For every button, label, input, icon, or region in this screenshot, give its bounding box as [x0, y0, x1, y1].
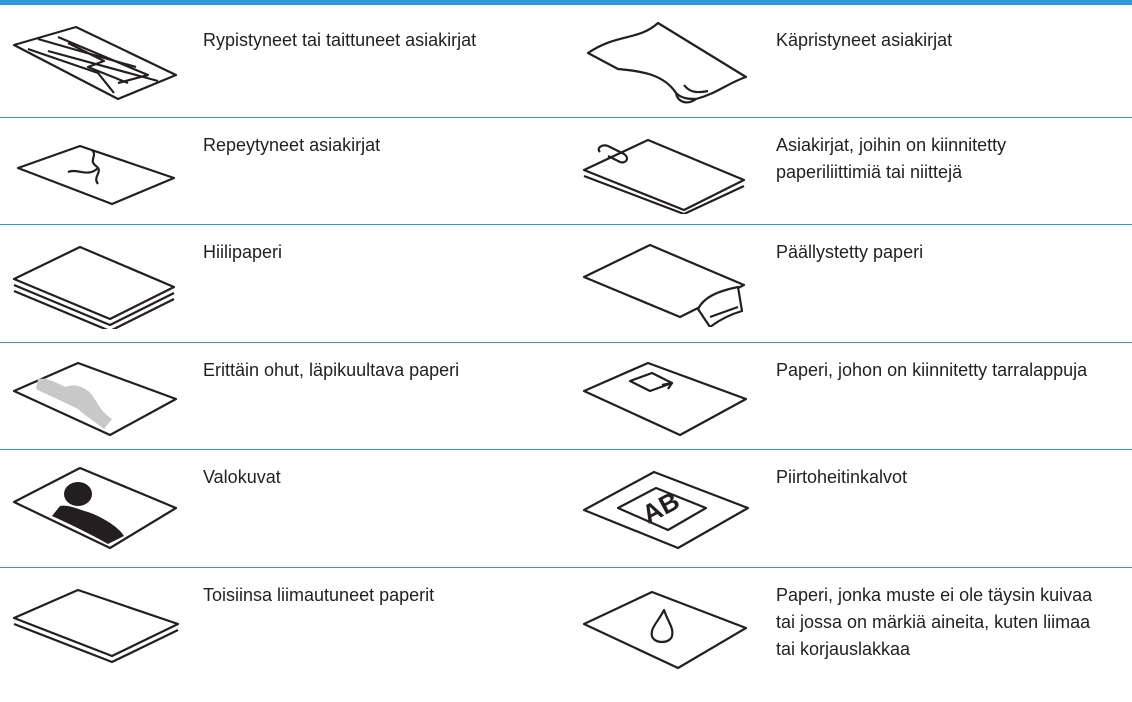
crumpled-paper-icon	[8, 23, 188, 103]
stuck-paper-icon	[8, 584, 188, 664]
row-label: Valokuvat	[203, 467, 281, 487]
transparency-icon-text: AB	[636, 485, 685, 530]
row-label: Toisiinsa liimautuneet paperit	[203, 585, 435, 605]
row-label: Rypistyneet tai taittuneet asiakirjat	[203, 30, 477, 50]
carbon-paper-icon	[8, 239, 188, 329]
torn-paper-icon	[8, 138, 188, 208]
photo-icon	[8, 464, 188, 554]
table-row	[0, 5, 1132, 118]
translucent-paper-icon	[8, 359, 188, 439]
row-label: Asiakirjat, joihin on kiinnitetty paperiliittimiä tai niittejä	[776, 135, 1007, 182]
row-label: Erittäin ohut, läpikuultava paperi	[203, 360, 460, 380]
row-label: Paperi, jonka muste ei ole täysin kuivaa tai jossa on märkiä aineita, kuten liimaa tai korjauslakkaa	[776, 585, 1093, 659]
row-label: Päällystetty paperi	[776, 242, 924, 262]
table-row	[0, 118, 1132, 225]
row-label: Paperi, johon on kiinnitetty tarralappuja	[776, 360, 1088, 380]
row-label: Käpristyneet asiakirjat	[776, 30, 953, 50]
unsuitable-documents-table	[0, 5, 1132, 702]
row-label: Hiilipaperi	[203, 242, 283, 262]
table-row	[0, 568, 1132, 702]
paper-clip-icon	[578, 134, 758, 214]
table-row	[0, 225, 1132, 343]
table-row	[0, 450, 1132, 568]
sticky-note-icon	[578, 359, 758, 439]
row-label: Repeytyneet asiakirjat	[203, 135, 381, 155]
transparency-icon	[578, 464, 758, 554]
row-label: Piirtoheitinkalvot	[776, 467, 908, 487]
curled-paper-icon	[578, 13, 758, 108]
coated-paper-icon	[578, 237, 758, 327]
wet-paper-icon	[578, 584, 758, 674]
table-row	[0, 343, 1132, 450]
